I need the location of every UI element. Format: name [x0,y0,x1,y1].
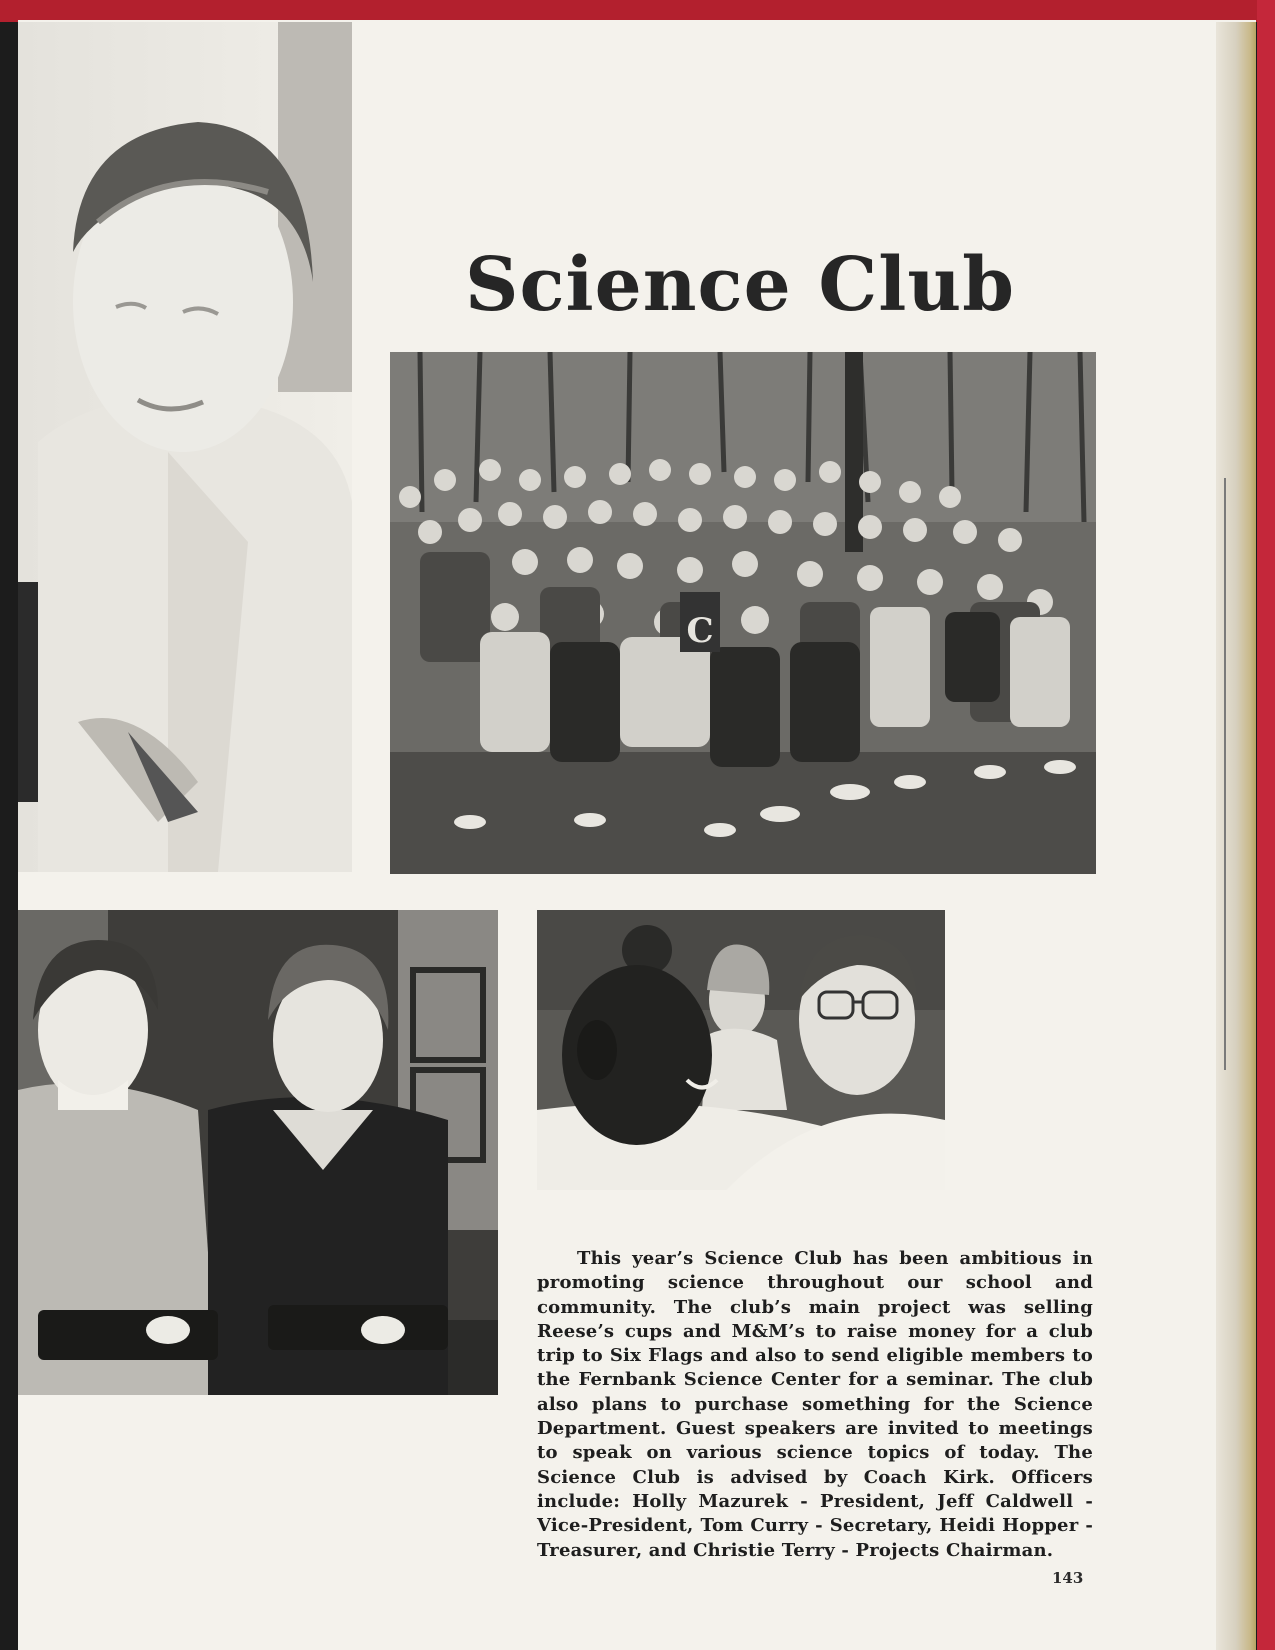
page-number: 143 [1052,1569,1084,1587]
article-paragraph: This year’s Science Club has been ambitious in promoting science throughout our school and community. The club’s main project was selling Reese’s cups and M&M’s to raise money for a club trip to Six Flags and also to send eligible members to the Fernbank Science Center for a seminar. The club also plans to purchase something for the Science Department. Guest speakers are invited to meetings to speak on various science topics of today. The Science Club is advised by Coach Kirk. Officers include: Holly Mazurek - President, Jeff Caldwell - Vice-President, Tom Curry - Secretary, Heidi Hopper - Treasurer, and Christie Terry - Projects Chairman. [537,1248,1093,1561]
members-photo [18,910,498,1395]
page-stack-edge [1216,22,1256,1650]
binding-right-edge [1257,0,1275,1650]
portrait-photo [18,22,352,872]
students-photo [537,910,945,1190]
sweater-letter: C [686,611,714,651]
binding-top-edge [0,0,1275,22]
margin-rule [1224,478,1226,1070]
page-title: Science Club [465,242,1015,328]
group-photo [390,352,1096,874]
